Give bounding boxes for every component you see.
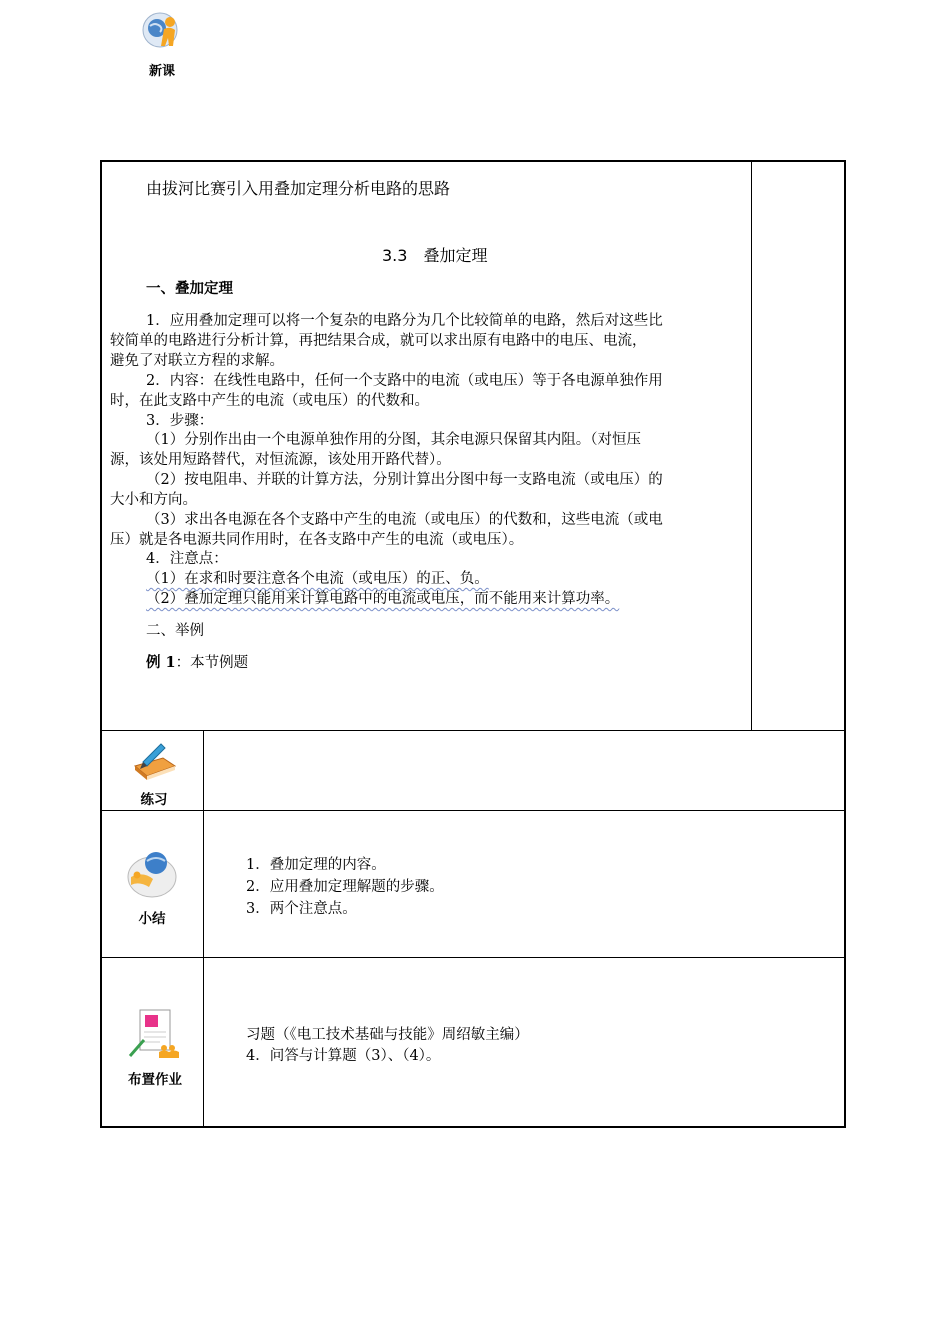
para2-line1: 2．内容：在线性电路中，任何一个支路中的电流（或电压）等于各电源单独作用 <box>146 373 663 389</box>
note1: （1）在求和时要注意各个电流（或电压）的正、负。 <box>146 571 489 587</box>
heading-examples: 二、举例 <box>146 623 204 639</box>
summary-item-2: 2．应用叠加定理解题的步骤。 <box>246 879 444 895</box>
homework-line1: 习题（《电工技术基础与技能》周绍敏主编） <box>246 1027 529 1043</box>
label-column-divider <box>203 730 204 1128</box>
practice-label: 练习 <box>140 792 168 808</box>
new-lesson-icon <box>140 10 184 54</box>
summary-item-3: 3．两个注意点。 <box>246 901 357 917</box>
homework-line2: 4．问答与计算题（3）、（4）。 <box>246 1048 441 1064</box>
step1-line2: 源，该处用短路替代，对恒流源，该处用开路代替）。 <box>110 452 451 468</box>
row-divider-homework <box>102 957 844 958</box>
example-label: 例 1 <box>146 654 176 671</box>
new-lesson-badge <box>138 10 186 79</box>
para1-line2: 较简单的电路进行分析计算，再把结果合成，就可以求出原有电路中的电压、电流， <box>110 333 647 349</box>
book-pencil-icon <box>129 740 179 780</box>
notes-column-divider <box>751 162 752 730</box>
section-title: 3.3 叠加定理 <box>382 246 488 265</box>
row-divider-practice <box>102 730 844 731</box>
para1-line3: 避免了对联立方程的求解。 <box>110 353 284 369</box>
homework-cell <box>122 1008 188 1088</box>
lesson-intro: 由拔河比赛引入用叠加定理分析电路的思路 <box>146 179 451 198</box>
step3-line2: 压）就是各电源共同作用时，在各支路中产生的电流（或电压）。 <box>110 532 524 548</box>
para2-line2: 时，在此支路中产生的电流（或电压）的代数和。 <box>110 393 429 409</box>
step1-line1: （1）分别作出由一个电源单独作用的分图，其余电源只保留其内阻。（对恒压 <box>146 432 641 448</box>
lesson-table <box>100 160 846 1128</box>
new-lesson-label: 新课 <box>148 64 175 79</box>
row-divider-summary <box>102 810 844 811</box>
step2-line1: （2）按电阻串、并联的计算方法，分别计算出分图中每一支路电流（或电压）的 <box>146 472 663 488</box>
heading-superposition: 一、叠加定理 <box>146 281 233 297</box>
note2: （2）叠加定理只能用来计算电路中的电流或电压，而不能用来计算功率。 <box>146 591 620 607</box>
para4-notes: 4．注意点： <box>146 551 228 567</box>
para3-steps: 3．步骤： <box>146 413 214 429</box>
homework-icon <box>126 1008 184 1060</box>
example-text: ：本节例题 <box>175 655 249 671</box>
summary-cell <box>122 847 182 927</box>
homework-label: 布置作业 <box>128 1072 182 1088</box>
para1-line1: 1．应用叠加定理可以将一个复杂的电路分为几个比较简单的电路，然后对这些比 <box>146 313 663 329</box>
step2-line2: 大小和方向。 <box>110 492 197 508</box>
step3-line1: （3）求出各电源在各个支路中产生的电流（或电压）的代数和，这些电流（或电 <box>146 512 663 528</box>
summary-item-1: 1．叠加定理的内容。 <box>246 857 386 873</box>
summary-label: 小结 <box>138 911 166 927</box>
practice-cell <box>124 740 184 808</box>
example-1 <box>146 653 248 673</box>
summary-icon <box>123 847 181 899</box>
